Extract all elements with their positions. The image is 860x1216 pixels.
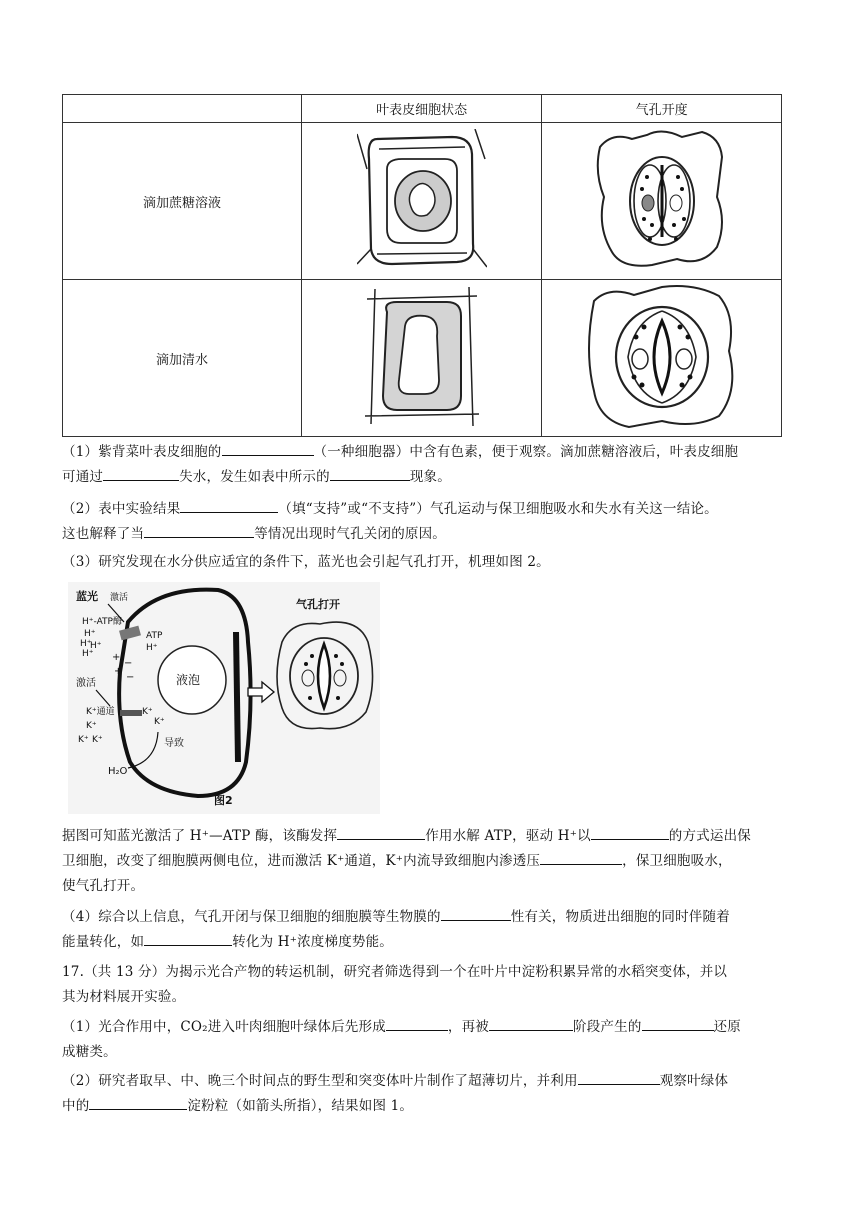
question-1 bbox=[62, 440, 792, 490]
k-label-in-1: K⁺ bbox=[142, 707, 153, 717]
plasmolyzed-cell-image bbox=[301, 123, 541, 280]
table-header-stomata: 气孔开度 bbox=[542, 95, 782, 123]
charge-minus-2: − bbox=[126, 672, 135, 683]
q1-text-c: 可通过 bbox=[62, 469, 104, 485]
q4-text-c: 能量转化，如 bbox=[62, 934, 145, 950]
q3b-text-c: 的方式运出保 bbox=[668, 828, 751, 844]
question-3 bbox=[62, 550, 792, 575]
stomata-open-label: 气孔打开 bbox=[296, 598, 340, 611]
atp-label: ATP bbox=[146, 631, 163, 641]
figure-2 bbox=[68, 582, 380, 814]
h-label-out-1: H⁺ bbox=[84, 629, 96, 639]
charge-minus: − bbox=[124, 658, 133, 669]
closed-stomata-image bbox=[542, 123, 782, 280]
q17-1-text-b: ，再被 bbox=[447, 1019, 490, 1035]
leads-to-label: 导致 bbox=[164, 738, 184, 749]
q17-2-blank-2[interactable] bbox=[89, 1095, 187, 1110]
vacuole-label: 液泡 bbox=[176, 673, 201, 687]
q1-text-b: （一种细胞器）中含有色素，便于观察。滴加蔗糖溶液后，叶表皮细胞 bbox=[313, 444, 739, 460]
q3b-text-a: 据图可知蓝光激活了 H⁺—ATP 酶，该酶发挥 bbox=[62, 828, 338, 844]
q3b-blank-2[interactable] bbox=[591, 825, 669, 840]
q17-1-blank-3[interactable] bbox=[642, 1016, 714, 1031]
q1-blank-2[interactable] bbox=[103, 466, 179, 481]
q17-1-text-d: 还原 bbox=[713, 1019, 741, 1035]
q17-1-blank-1[interactable] bbox=[386, 1016, 448, 1031]
charge-plus: + bbox=[112, 652, 121, 663]
k-channel-label: K⁺通道 bbox=[86, 707, 115, 717]
q17-2-text-a: （2）研究者取早、中、晚三个时间点的野生型和突变体叶片制作了超薄切片，并利用 bbox=[62, 1073, 578, 1089]
q1-text-a: （1）紫背菜叶表皮细胞的 bbox=[62, 444, 222, 460]
q17-1-blank-2[interactable] bbox=[489, 1016, 573, 1031]
q17-text-b: 其为材料展开实验。 bbox=[62, 989, 186, 1005]
q17-text-a: 17.（共 13 分）为揭示光合产物的转运机制，研究者筛选得到一个在叶片中淀粉积累异常的水稻突变体，并以 bbox=[62, 964, 728, 980]
q3b-text-e: ，保卫细胞吸水， bbox=[622, 853, 732, 869]
table-header-empty bbox=[63, 95, 302, 123]
q1-blank-1[interactable] bbox=[222, 441, 314, 456]
k-label-out-1: K⁺ bbox=[86, 721, 97, 731]
figure-2-caption: 图2 bbox=[214, 794, 233, 807]
q17-2-text-b: 观察叶绿体 bbox=[659, 1073, 729, 1089]
q3b-text-b: 作用水解 ATP，驱动 H⁺以 bbox=[425, 828, 591, 844]
q3b-text-d: 卫细胞，改变了细胞膜两侧电位，进而激活 K⁺通道，K⁺内流导致细胞内渗透压 bbox=[62, 853, 541, 869]
row-label-sucrose: 滴加蔗糖溶液 bbox=[63, 123, 302, 280]
q1-text-d: 失水，发生如表中所示的 bbox=[179, 469, 330, 485]
q4-text-a: （4）综合以上信息，气孔开闭与保卫细胞的细胞膜等生物膜的 bbox=[62, 909, 441, 925]
atpase-label: H⁺-ATP酶 bbox=[82, 617, 122, 627]
q17-1-text-c: 阶段产生的 bbox=[573, 1019, 642, 1035]
q17-2-blank-1[interactable] bbox=[578, 1070, 660, 1085]
question-2 bbox=[62, 497, 792, 547]
q4-blank-2[interactable] bbox=[144, 931, 232, 946]
row-label-water: 滴加清水 bbox=[63, 280, 302, 437]
q17-2-text-c: 中的 bbox=[62, 1098, 90, 1114]
q4-blank-1[interactable] bbox=[441, 906, 511, 921]
k-label-in-2: K⁺ bbox=[154, 717, 165, 727]
q2-blank-2[interactable] bbox=[144, 523, 254, 538]
q3b-text-f: 使气孔打开。 bbox=[62, 878, 145, 894]
question-17 bbox=[62, 960, 792, 1010]
q3-text-a: （3）研究发现在水分供应适宜的条件下，蓝光也会引起气孔打开，机理如图 2。 bbox=[62, 554, 550, 570]
k-label-out-2: K⁺ bbox=[78, 735, 89, 745]
charge-plus-2: + bbox=[114, 666, 123, 677]
activate-label-2: 激活 bbox=[76, 678, 96, 689]
q2-text-c: 这也解释了当 bbox=[62, 526, 145, 542]
activate-label-1: 激活 bbox=[110, 593, 129, 603]
q4-text-b: 性有关，物质进出细胞的同时伴随着 bbox=[510, 909, 730, 925]
question-17-1 bbox=[62, 1015, 792, 1065]
h-label-out-2: H⁺ bbox=[80, 639, 92, 649]
q4-text-d: 转化为 H⁺浓度梯度势能。 bbox=[232, 934, 393, 950]
q2-blank-1[interactable] bbox=[180, 498, 278, 513]
open-stomata-image bbox=[542, 280, 782, 437]
table-header-cell-state: 叶表皮细胞状态 bbox=[301, 95, 541, 123]
water-label: H₂O bbox=[108, 766, 128, 777]
q2-text-d: 等情况出现时气孔关闭的原因。 bbox=[254, 526, 447, 542]
q1-blank-3[interactable] bbox=[330, 466, 410, 481]
q17-1-text-e: 成糖类。 bbox=[62, 1044, 117, 1060]
q17-2-text-d: 淀粉粒（如箭头所指），结果如图 1。 bbox=[187, 1098, 414, 1114]
h-label-out-4: H⁺ bbox=[82, 649, 94, 659]
blue-light-label: 蓝光 bbox=[76, 590, 98, 603]
h-label-out-3: H⁺ bbox=[90, 641, 102, 651]
question-17-2 bbox=[62, 1069, 792, 1119]
results-table bbox=[62, 94, 782, 437]
q3b-blank-1[interactable] bbox=[337, 825, 425, 840]
q2-text-b: （填“支持”或“不支持”）气孔运动与保卫细胞吸水和失水有关这一结论。 bbox=[278, 501, 718, 517]
question-4 bbox=[62, 905, 792, 955]
q17-1-text-a: （1）光合作用中，CO₂进入叶肉细胞叶绿体后先形成 bbox=[62, 1019, 386, 1035]
h-label-in: H⁺ bbox=[146, 643, 158, 653]
q3b-blank-3[interactable] bbox=[540, 850, 622, 865]
q1-text-e: 现象。 bbox=[409, 469, 451, 485]
question-3-text bbox=[62, 824, 792, 899]
turgid-cell-image bbox=[301, 280, 541, 437]
q2-text-a: （2）表中实验结果 bbox=[62, 501, 181, 517]
k-label-out-3: K⁺ bbox=[92, 735, 103, 745]
